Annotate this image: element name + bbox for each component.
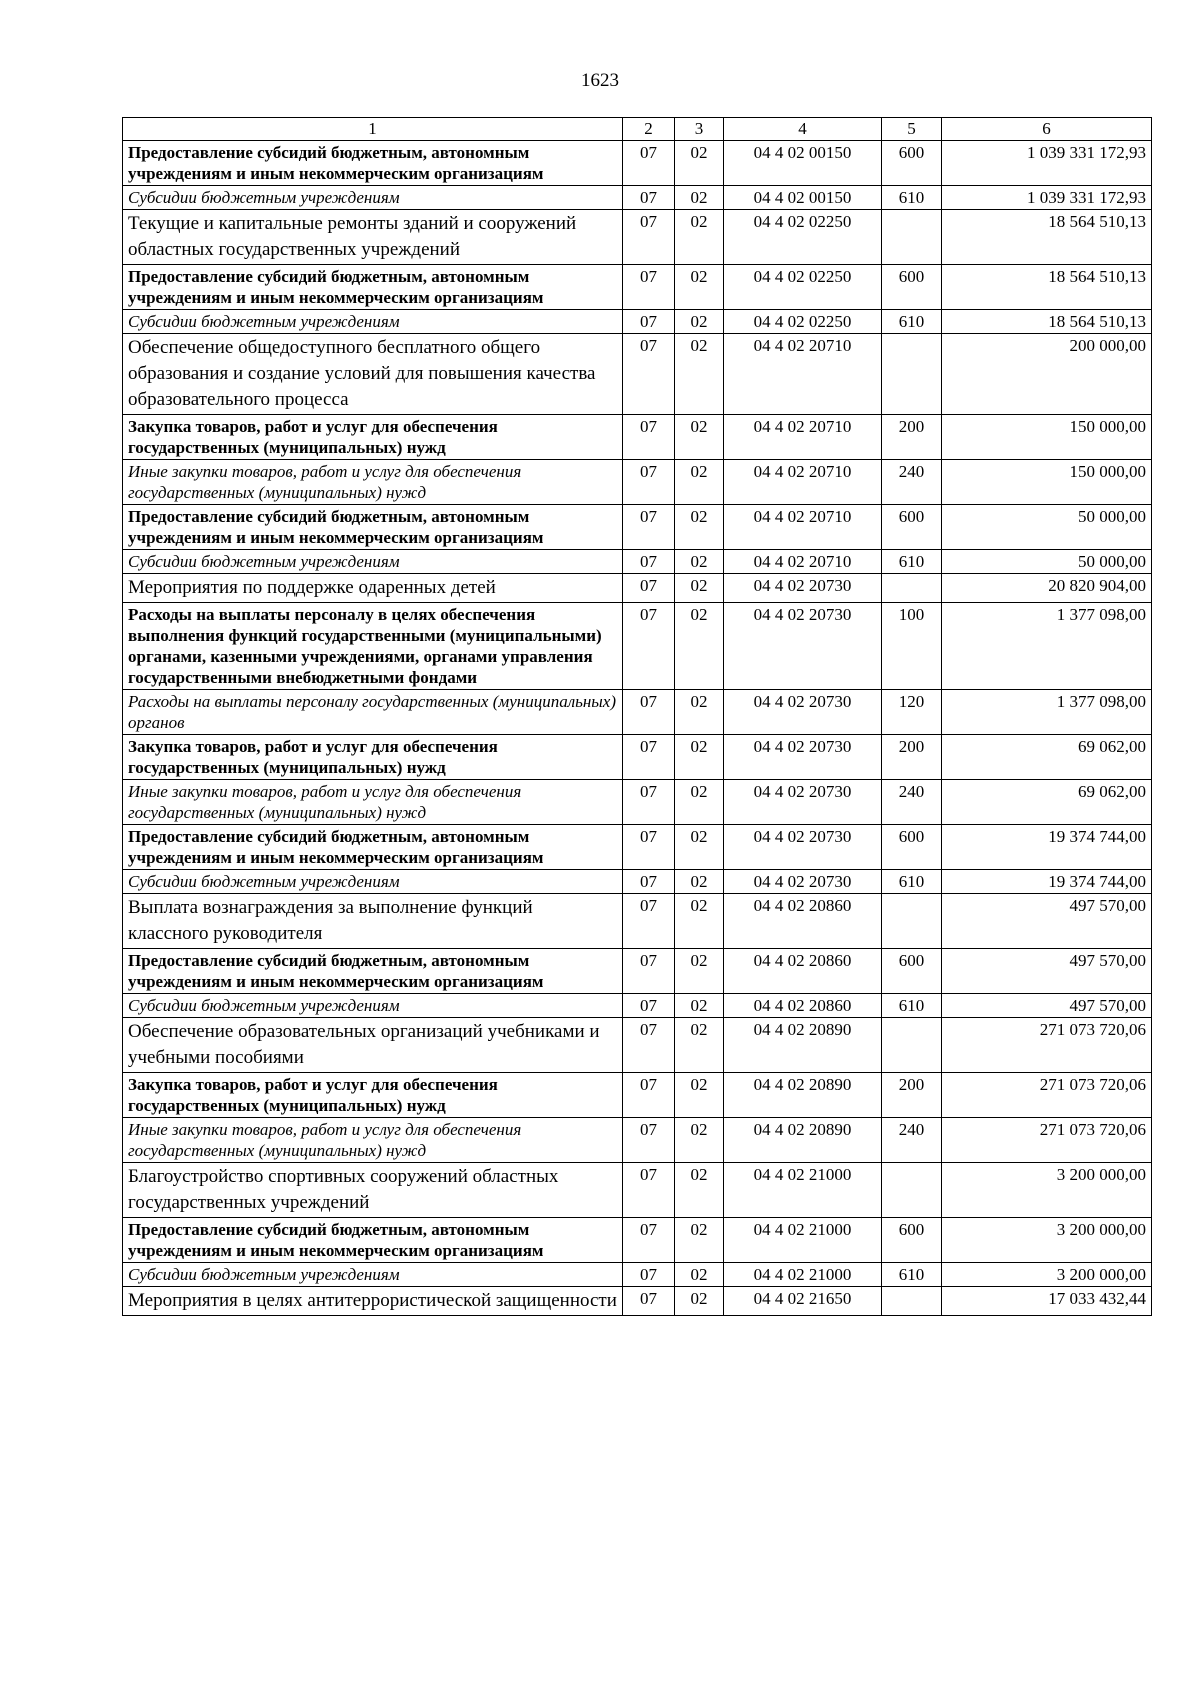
row-name-cell: Субсидии бюджетным учреждениям <box>123 870 623 894</box>
amount-cell: 50 000,00 <box>942 505 1152 550</box>
target-article-cell: 04 4 02 20730 <box>724 574 882 603</box>
table-row <box>123 1287 1152 1316</box>
target-article-cell: 04 4 02 02250 <box>724 210 882 265</box>
expense-type-cell: 610 <box>882 310 942 334</box>
section-code-cell: 07 <box>623 949 675 994</box>
row-name-cell: Субсидии бюджетным учреждениям <box>123 994 623 1018</box>
target-article-cell: 04 4 02 20710 <box>724 505 882 550</box>
subsection-code-cell: 02 <box>675 210 724 265</box>
row-name-cell: Закупка товаров, работ и услуг для обеспечения государственных (муниципальных) нужд <box>123 735 623 780</box>
table-row <box>123 574 1152 603</box>
section-code-cell: 07 <box>623 894 675 949</box>
table-row <box>123 265 1152 310</box>
row-name-cell: Выплата вознаграждения за выполнение функций классного руководителя <box>123 894 623 949</box>
target-article-cell: 04 4 02 20730 <box>724 735 882 780</box>
section-code-cell: 07 <box>623 1018 675 1073</box>
target-article-cell: 04 4 02 21000 <box>724 1263 882 1287</box>
amount-cell: 3 200 000,00 <box>942 1163 1152 1218</box>
expense-type-cell: 610 <box>882 550 942 574</box>
row-name-cell: Субсидии бюджетным учреждениям <box>123 550 623 574</box>
section-code-cell: 07 <box>623 550 675 574</box>
row-name-cell: Обеспечение общедоступного бесплатного общего образования и создание условий для повышения качества образовательного процесса <box>123 334 623 415</box>
subsection-code-cell: 02 <box>675 894 724 949</box>
table-row <box>123 141 1152 186</box>
subsection-code-cell: 02 <box>675 949 724 994</box>
subsection-code-cell: 02 <box>675 1218 724 1263</box>
target-article-cell: 04 4 02 21650 <box>724 1287 882 1316</box>
target-article-cell: 04 4 02 20890 <box>724 1118 882 1163</box>
expense-type-cell: 200 <box>882 735 942 780</box>
amount-cell: 497 570,00 <box>942 994 1152 1018</box>
expense-type-cell: 600 <box>882 141 942 186</box>
table-row <box>123 735 1152 780</box>
section-code-cell: 07 <box>623 825 675 870</box>
target-article-cell: 04 4 02 20730 <box>724 690 882 735</box>
header-row <box>123 118 1152 141</box>
row-name-cell: Субсидии бюджетным учреждениям <box>123 186 623 210</box>
page-number: 1623 <box>581 70 619 91</box>
row-name-cell: Предоставление субсидий бюджетным, автономным учреждениям и иным некоммерческим организациям <box>123 825 623 870</box>
subsection-code-cell: 02 <box>675 1018 724 1073</box>
column-header: 5 <box>882 118 942 141</box>
amount-cell: 497 570,00 <box>942 894 1152 949</box>
table-row <box>123 894 1152 949</box>
amount-cell: 497 570,00 <box>942 949 1152 994</box>
subsection-code-cell: 02 <box>675 870 724 894</box>
section-code-cell: 07 <box>623 780 675 825</box>
column-header: 1 <box>123 118 623 141</box>
section-code-cell: 07 <box>623 870 675 894</box>
expense-type-cell: 600 <box>882 825 942 870</box>
subsection-code-cell: 02 <box>675 825 724 870</box>
subsection-code-cell: 02 <box>675 690 724 735</box>
subsection-code-cell: 02 <box>675 460 724 505</box>
column-header: 4 <box>724 118 882 141</box>
expense-type-cell <box>882 1287 942 1316</box>
amount-cell: 17 033 432,44 <box>942 1287 1152 1316</box>
row-name-cell: Расходы на выплаты персоналу государственных (муниципальных) органов <box>123 690 623 735</box>
amount-cell: 1 377 098,00 <box>942 690 1152 735</box>
table-row <box>123 1263 1152 1287</box>
expense-type-cell: 600 <box>882 949 942 994</box>
target-article-cell: 04 4 02 20890 <box>724 1073 882 1118</box>
amount-cell: 20 820 904,00 <box>942 574 1152 603</box>
section-code-cell: 07 <box>623 690 675 735</box>
expense-type-cell: 200 <box>882 415 942 460</box>
section-code-cell: 07 <box>623 1163 675 1218</box>
table-row <box>123 210 1152 265</box>
row-name-cell: Благоустройство спортивных сооружений областных государственных учреждений <box>123 1163 623 1218</box>
table-row <box>123 505 1152 550</box>
subsection-code-cell: 02 <box>675 334 724 415</box>
table-row <box>123 1163 1152 1218</box>
row-name-cell: Иные закупки товаров, работ и услуг для обеспечения государственных (муниципальных) нужд <box>123 460 623 505</box>
row-name-cell: Обеспечение образовательных организаций учебниками и учебными пособиями <box>123 1018 623 1073</box>
table-row <box>123 186 1152 210</box>
target-article-cell: 04 4 02 00150 <box>724 186 882 210</box>
expense-type-cell: 610 <box>882 994 942 1018</box>
amount-cell: 18 564 510,13 <box>942 310 1152 334</box>
subsection-code-cell: 02 <box>675 1118 724 1163</box>
table-row <box>123 550 1152 574</box>
subsection-code-cell: 02 <box>675 1163 724 1218</box>
amount-cell: 271 073 720,06 <box>942 1018 1152 1073</box>
section-code-cell: 07 <box>623 210 675 265</box>
section-code-cell: 07 <box>623 1263 675 1287</box>
amount-cell: 50 000,00 <box>942 550 1152 574</box>
amount-cell: 19 374 744,00 <box>942 825 1152 870</box>
amount-cell: 150 000,00 <box>942 415 1152 460</box>
table-row <box>123 870 1152 894</box>
section-code-cell: 07 <box>623 415 675 460</box>
subsection-code-cell: 02 <box>675 574 724 603</box>
target-article-cell: 04 4 02 20730 <box>724 603 882 690</box>
section-code-cell: 07 <box>623 265 675 310</box>
subsection-code-cell: 02 <box>675 505 724 550</box>
section-code-cell: 07 <box>623 994 675 1018</box>
row-name-cell: Предоставление субсидий бюджетным, автономным учреждениям и иным некоммерческим организациям <box>123 1218 623 1263</box>
section-code-cell: 07 <box>623 310 675 334</box>
table-row <box>123 1118 1152 1163</box>
amount-cell: 3 200 000,00 <box>942 1218 1152 1263</box>
target-article-cell: 04 4 02 20710 <box>724 415 882 460</box>
expense-type-cell: 120 <box>882 690 942 735</box>
section-code-cell: 07 <box>623 1118 675 1163</box>
expense-type-cell: 240 <box>882 460 942 505</box>
row-name-cell: Мероприятия по поддержке одаренных детей <box>123 574 623 603</box>
subsection-code-cell: 02 <box>675 780 724 825</box>
subsection-code-cell: 02 <box>675 1287 724 1316</box>
target-article-cell: 04 4 02 20860 <box>724 949 882 994</box>
amount-cell: 1 377 098,00 <box>942 603 1152 690</box>
subsection-code-cell: 02 <box>675 735 724 780</box>
subsection-code-cell: 02 <box>675 310 724 334</box>
subsection-code-cell: 02 <box>675 186 724 210</box>
section-code-cell: 07 <box>623 505 675 550</box>
target-article-cell: 04 4 02 20710 <box>724 550 882 574</box>
amount-cell: 1 039 331 172,93 <box>942 186 1152 210</box>
row-name-cell: Расходы на выплаты персоналу в целях обеспечения выполнения функций государственными (муниципальными) органами, казенными учреждениями, органами управления государственными внебюджетными фондами <box>123 603 623 690</box>
expense-type-cell: 600 <box>882 505 942 550</box>
section-code-cell: 07 <box>623 603 675 690</box>
expense-type-cell: 240 <box>882 1118 942 1163</box>
table-row <box>123 994 1152 1018</box>
table-row <box>123 949 1152 994</box>
expense-type-cell: 200 <box>882 1073 942 1118</box>
row-name-cell: Субсидии бюджетным учреждениям <box>123 310 623 334</box>
expense-type-cell: 100 <box>882 603 942 690</box>
target-article-cell: 04 4 02 20710 <box>724 460 882 505</box>
amount-cell: 150 000,00 <box>942 460 1152 505</box>
section-code-cell: 07 <box>623 1073 675 1118</box>
section-code-cell: 07 <box>623 334 675 415</box>
table-header <box>123 118 1152 141</box>
subsection-code-cell: 02 <box>675 415 724 460</box>
target-article-cell: 04 4 02 20710 <box>724 334 882 415</box>
table-row <box>123 415 1152 460</box>
section-code-cell: 07 <box>623 1218 675 1263</box>
target-article-cell: 04 4 02 21000 <box>724 1218 882 1263</box>
column-header: 6 <box>942 118 1152 141</box>
subsection-code-cell: 02 <box>675 1263 724 1287</box>
section-code-cell: 07 <box>623 186 675 210</box>
amount-cell: 18 564 510,13 <box>942 265 1152 310</box>
expense-type-cell: 600 <box>882 1218 942 1263</box>
table-row <box>123 780 1152 825</box>
table-body <box>123 141 1152 1316</box>
table-row <box>123 603 1152 690</box>
target-article-cell: 04 4 02 02250 <box>724 310 882 334</box>
subsection-code-cell: 02 <box>675 994 724 1018</box>
row-name-cell: Предоставление субсидий бюджетным, автономным учреждениям и иным некоммерческим организациям <box>123 265 623 310</box>
target-article-cell: 04 4 02 20730 <box>724 780 882 825</box>
column-header: 3 <box>675 118 724 141</box>
table-row <box>123 310 1152 334</box>
expense-type-cell <box>882 334 942 415</box>
row-name-cell: Предоставление субсидий бюджетным, автономным учреждениям и иным некоммерческим организациям <box>123 505 623 550</box>
row-name-cell: Текущие и капитальные ремонты зданий и сооружений областных государственных учреждений <box>123 210 623 265</box>
budget-table <box>122 117 1152 1316</box>
target-article-cell: 04 4 02 20730 <box>724 825 882 870</box>
target-article-cell: 04 4 02 20860 <box>724 994 882 1018</box>
table-row <box>123 690 1152 735</box>
expense-type-cell: 610 <box>882 1263 942 1287</box>
target-article-cell: 04 4 02 02250 <box>724 265 882 310</box>
amount-cell: 271 073 720,06 <box>942 1073 1152 1118</box>
table-row <box>123 1218 1152 1263</box>
row-name-cell: Предоставление субсидий бюджетным, автономным учреждениям и иным некоммерческим организациям <box>123 949 623 994</box>
expense-type-cell: 610 <box>882 186 942 210</box>
section-code-cell: 07 <box>623 735 675 780</box>
table-row <box>123 825 1152 870</box>
amount-cell: 18 564 510,13 <box>942 210 1152 265</box>
row-name-cell: Мероприятия в целях антитеррористической защищенности <box>123 1287 623 1316</box>
table-row <box>123 1018 1152 1073</box>
row-name-cell: Предоставление субсидий бюджетным, автономным учреждениям и иным некоммерческим организациям <box>123 141 623 186</box>
subsection-code-cell: 02 <box>675 1073 724 1118</box>
expense-type-cell: 610 <box>882 870 942 894</box>
expense-type-cell: 240 <box>882 780 942 825</box>
amount-cell: 271 073 720,06 <box>942 1118 1152 1163</box>
target-article-cell: 04 4 02 21000 <box>724 1163 882 1218</box>
expense-type-cell <box>882 1018 942 1073</box>
section-code-cell: 07 <box>623 460 675 505</box>
amount-cell: 1 039 331 172,93 <box>942 141 1152 186</box>
target-article-cell: 04 4 02 20890 <box>724 1018 882 1073</box>
amount-cell: 19 374 744,00 <box>942 870 1152 894</box>
row-name-cell: Субсидии бюджетным учреждениям <box>123 1263 623 1287</box>
expense-type-cell: 600 <box>882 265 942 310</box>
table-row <box>123 334 1152 415</box>
amount-cell: 3 200 000,00 <box>942 1263 1152 1287</box>
section-code-cell: 07 <box>623 574 675 603</box>
amount-cell: 69 062,00 <box>942 735 1152 780</box>
expense-type-cell <box>882 574 942 603</box>
expense-type-cell <box>882 210 942 265</box>
amount-cell: 69 062,00 <box>942 780 1152 825</box>
column-header: 2 <box>623 118 675 141</box>
row-name-cell: Закупка товаров, работ и услуг для обеспечения государственных (муниципальных) нужд <box>123 1073 623 1118</box>
subsection-code-cell: 02 <box>675 603 724 690</box>
subsection-code-cell: 02 <box>675 141 724 186</box>
row-name-cell: Закупка товаров, работ и услуг для обеспечения государственных (муниципальных) нужд <box>123 415 623 460</box>
target-article-cell: 04 4 02 00150 <box>724 141 882 186</box>
target-article-cell: 04 4 02 20730 <box>724 870 882 894</box>
expense-type-cell <box>882 1163 942 1218</box>
row-name-cell: Иные закупки товаров, работ и услуг для обеспечения государственных (муниципальных) нужд <box>123 1118 623 1163</box>
target-article-cell: 04 4 02 20860 <box>724 894 882 949</box>
row-name-cell: Иные закупки товаров, работ и услуг для обеспечения государственных (муниципальных) нужд <box>123 780 623 825</box>
subsection-code-cell: 02 <box>675 265 724 310</box>
section-code-cell: 07 <box>623 1287 675 1316</box>
table-row <box>123 460 1152 505</box>
table-row <box>123 1073 1152 1118</box>
subsection-code-cell: 02 <box>675 550 724 574</box>
amount-cell: 200 000,00 <box>942 334 1152 415</box>
section-code-cell: 07 <box>623 141 675 186</box>
expense-type-cell <box>882 894 942 949</box>
